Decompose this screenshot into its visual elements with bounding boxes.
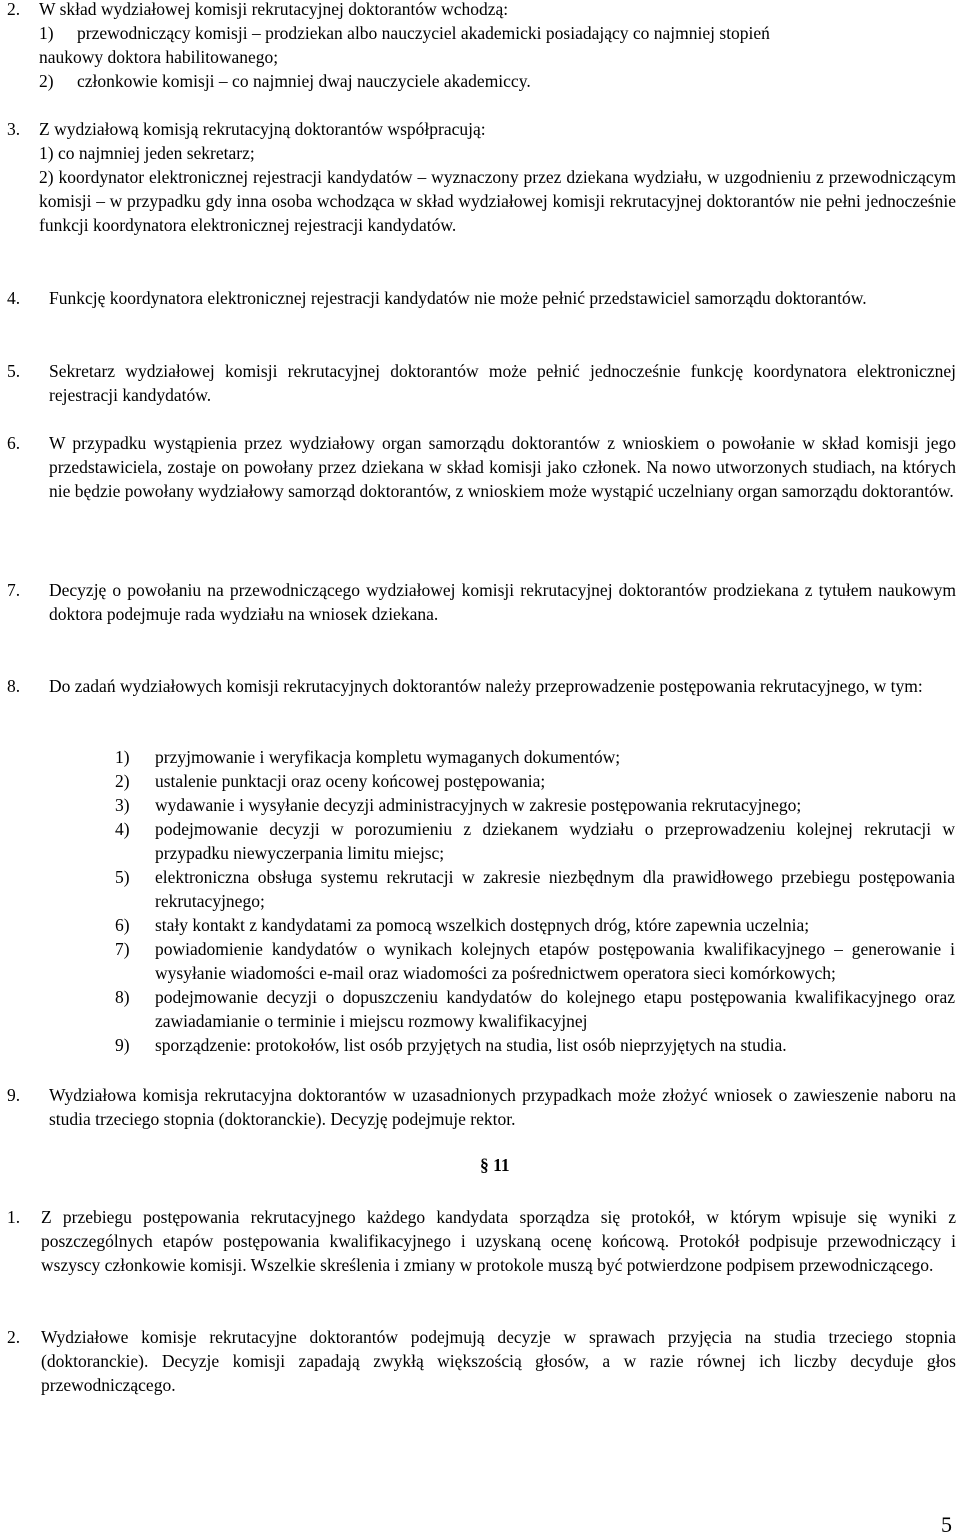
item-number: 3. [7,119,21,139]
task-text: wydawanie i wysyłanie decyzji administracyjnych w zakresie postępowania rekrutacyjnego; [155,795,802,815]
task-text: elektroniczna obsługa systemu rekrutacji w zakresie niezbędnym dla prawidłowego przebiegu postępowania rekrutacyjnego; [155,867,955,911]
task-list-item [115,769,955,793]
task-list-item [115,793,955,817]
task-number: 8) [115,987,130,1007]
task-list-item [115,865,955,913]
task-list-item [115,937,955,985]
item-9 [7,1083,956,1131]
item-number: 1. [7,1207,21,1227]
task-text: ustalenie punktacji oraz oceny końcowej postępowania; [155,771,546,791]
item-6 [7,431,956,503]
sub-item-number: 2) [39,71,54,91]
item-4 [7,286,956,310]
sub-item-1: 1) co najmniej jeden sekretarz; [39,143,255,163]
item-text: Z przebiegu postępowania rekrutacyjnego każdego kandydata sporządza się protokół, w którym wpisuje się wyniki z poszczególnych etapów postępowania kwalifikacyjnego i uzyskaną ocenę końcową. Protokół podpisuje przewodniczący i wszyscy członkowie komisji. Wszelkie skreślenia i zmiany w protokole muszą być potwierdzone podpisem przewodniczącego. [41,1207,956,1275]
task-list-item [115,817,955,865]
sub-item-text: przewodniczący komisji – prodziekan albo nauczyciel akademicki posiadający co najmniej stopień [77,23,770,43]
task-list-item [115,913,955,937]
item-number: 4. [7,288,21,308]
sub-item-text: członkowie komisji – co najmniej dwaj nauczyciele akademiccy. [77,71,531,91]
task-list-item [115,745,955,769]
sub-item-number: 1) [39,23,54,43]
item-number: 5. [7,361,21,381]
item-text: Funkcję koordynatora elektronicznej rejestracji kandydatów nie może pełnić przedstawiciel samorządu doktorantów. [49,288,867,308]
item-number: 7. [7,580,21,600]
task-text: podejmowanie decyzji w porozumieniu z dziekanem wydziału o przeprowadzeniu kolejnej rekrutacji w przypadku niewyczerpania limitu miejsc; [155,819,955,863]
task-number: 4) [115,819,130,839]
section-11-paragraph-2 [7,1325,956,1397]
task-text: powiadomienie kandydatów o wynikach kolejnych etapów postępowania kwalifikacyjnego – generowanie i wysyłanie wiadomości e-mail oraz wiadomości za pośrednictwem operatora sieci komórkowych; [155,939,955,983]
task-number: 9) [115,1035,130,1055]
item-text: W skład wydziałowej komisji rekrutacyjnej doktorantów wchodzą: [39,0,509,19]
sub-item-2: 2) koordynator elektronicznej rejestracji kandydatów – wyznaczony przez dziekana wydziału, w uzgodnieniu z przewodniczącym komisji – w przypadku gdy inna osoba wchodząca w skład wydziałowej komisji rekrutacyjnej doktorantów nie pełni jednocześnie funkcji koordynatora elektronicznej rejestracji kandydatów. [39,167,956,235]
section-11-paragraph-1 [7,1205,956,1277]
page-number: 5 [941,1512,952,1537]
task-text: podejmowanie decyzji o dopuszczeniu kandydatów do kolejnego etapu postępowania kwalifikacyjnego oraz zawiadamianie o terminie i miejscu rozmowy kwalifikacyjnej [155,987,955,1031]
item-number: 6. [7,433,21,453]
item-number: 9. [7,1085,21,1105]
item-text: W przypadku wystąpienia przez wydziałowy organ samorządu doktorantów z wnioskiem o powołanie w skład komisji jego przedstawiciela, zostaje on powołany przez dziekana w skład komisji jako członek. Na nowo utworzonych studiach, na których nie będzie powołany wydziałowy samorząd doktorantów, z wnioskiem może wystąpić uczelniany organ samorządu doktorantów. [49,433,956,501]
task-text: sporządzenie: protokołów, list osób przyjętych na studia, list osób nieprzyjętych na studia. [155,1035,787,1055]
sub-item [39,69,957,93]
item-number: 2. [7,0,21,19]
item-number: 2. [7,1327,21,1347]
item-text: Sekretarz wydziałowej komisji rekrutacyjnej doktorantów może pełnić jednocześnie funkcję koordynatora elektronicznej rejestracji kandydatów. [49,361,956,405]
task-number: 7) [115,939,130,959]
item-5 [7,359,956,407]
sub-item [39,21,957,45]
item-text: Wydziałowa komisja rekrutacyjna doktorantów w uzasadnionych przypadkach może złożyć wniosek o zawieszenie naboru na studia trzeciego stopnia (doktoranckie). Decyzję podejmuje rektor. [49,1085,956,1129]
sub-item-continuation: naukowy doktora habilitowanego; [39,47,279,67]
task-number: 5) [115,867,130,887]
item-text: Z wydziałową komisją rekrutacyjną doktorantów współpracują: [39,119,486,139]
item-text: Do zadań wydziałowych komisji rekrutacyjnych doktorantów należy przeprowadzenie postępowania rekrutacyjnego, w tym: [49,676,923,696]
item-text: Decyzję o powołaniu na przewodniczącego wydziałowej komisji rekrutacyjnej doktorantów prodziekana z tytułem naukowym doktora podejmuje rada wydziału na wniosek dziekana. [49,580,956,624]
section-heading: § 11 [480,1155,510,1175]
item-text: Wydziałowe komisje rekrutacyjne doktorantów podejmują decyzje w sprawach przyjęcia na studia trzeciego stopnia (doktoranckie). Decyzje komisji zapadają zwykłą większością głosów, a w razie równej ich liczby decyduje głos przewodniczącego. [41,1327,956,1395]
task-list [115,745,955,1057]
task-text: przyjmowanie i weryfikacja kompletu wymaganych dokumentów; [155,747,621,767]
task-number: 3) [115,795,130,815]
task-number: 2) [115,771,130,791]
item-number: 8. [7,676,21,696]
task-text: stały kontakt z kandydatami za pomocą wszelkich dostępnych dróg, które zapewnia uczelnia; [155,915,810,935]
item-7 [7,578,956,626]
item-8 [7,674,956,698]
item-3 [7,117,956,237]
task-list-item [115,985,955,1033]
item-2 [7,0,957,93]
task-number: 1) [115,747,130,767]
task-list-item [115,1033,955,1057]
task-number: 6) [115,915,130,935]
